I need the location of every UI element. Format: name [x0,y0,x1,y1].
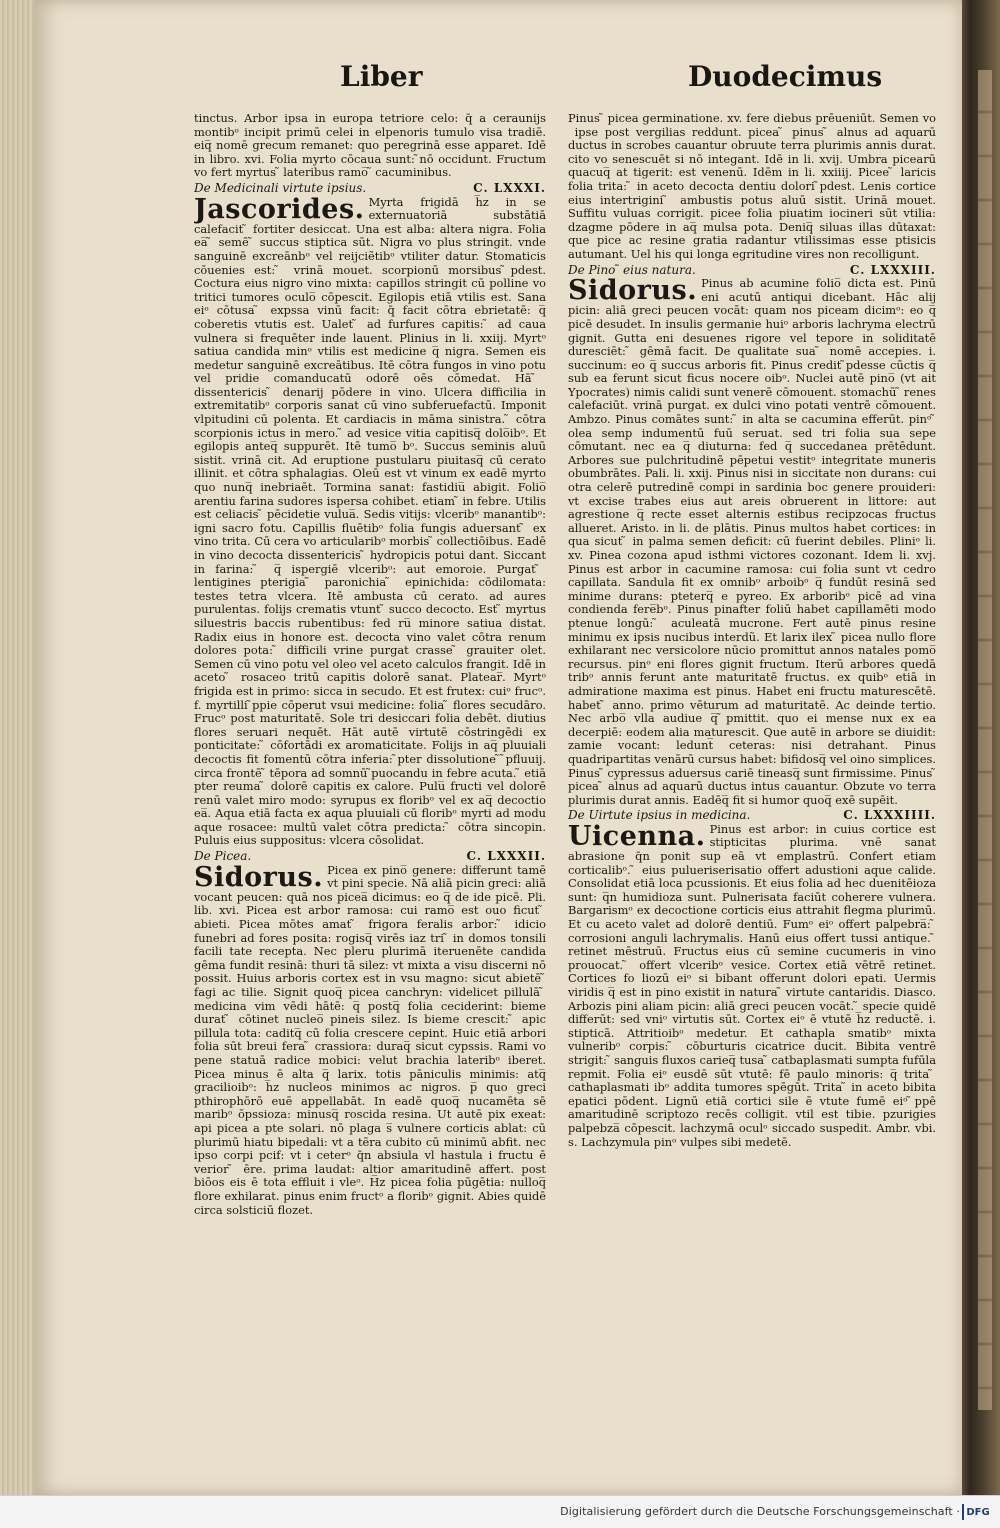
dfg-logo-icon: DFG [962,1504,992,1520]
chapter-number: C. LXXXIII. [849,262,936,277]
running-head-right: Duodecimus [688,60,883,93]
body-text: Pinus est arbor: in cuius cortice est stipticitas plurima. vnē sanat abrasione q̄n ponit sup eā vt emplastrū. Confert etiam corticalibᵒ. ̃ eius pulueriserisatio offert adustioni aque calide. Consolidat etiā loca pcussionis. Et eius folia ad hec duenitēioza sunt: q̅n humidioza sunt. Pulnerisata faciūt coherere vulnera. Bargarismᵒ ex decoctione corticis eius attrahit flegma plurimū. Et cu aceto valet ad dolorē dentiū. Fumᵒ eiᵒ offert palpebra̅: ̃ corrosioni anguli lachrymalis. Hanū eius offert tussi antique. ̃ retinet mēstruū. Fructus eius cū semine cucumeris in vino prouocat. ̃ offert vlceribᵒ vesice. Cortex etiā vētrē retinet. Cortices fo liozū eiᵒ si bibant offerunt dolori epati. Uermis viridis q̅ est in pino existit in natura ̃ virtute cantaridis. Diasco. Arbozis pini aliam picin: aliā greci peucen vocāt. ̃ specie quidē differūt: sed vniᵒ virtutis sūt. Cortex eiᵒ ē vtutē h̅z reductē. i. stipticā. Attritioibᵒ medetur. Et cathapla smatibᵒ mixta vulneribᵒ corpis: ̃ cōburturis cicatrice ducit. Bibita ventrē strigit: ̃ sanguis fluxos carieq̅ tusa ̃ catbaplasmati sumpta fufūla repmit. Folia eiᵒ eusdē sūt vtutē: fē paulo minoris: q̅ trita ̃ cathaplasmati ibᵒ addita tumores spēgūt. Trita ̃ in aceto bibita epatici pōdent. Lignū etiā cortici sile ē vtute fumē eiᵒ ̃ppē amaritudinē scriptozo recēs colligit. vtil est tibie. pzurigies palpebza̅ cōpescit. lachzymā oculᵒ siccado suspedit. Ambr. vbi. s. Lachzymula pinᵒ vulpes sibi medetē. [568,821,936,1149]
chapter-heading [194,850,546,864]
running-head-left: Liber [340,60,423,93]
continued-paragraph [194,112,546,180]
next-page-edge [978,70,992,1410]
body-text: Myrta frigidā h̅z in se externuatoriā substātiā calefacit ̃ fortiter desiccat. Una est alba: altera nigra. Folia ea̅ ̃ semē ̃ succus stiptica sūt. Nigra vo plus stringit. vnde sanguinē excreānbᵒ vel reijciẽtibᵒ vtiliter datur. Stomaticis cōuenies est: ̃ vrinā mouet. scorpionū morsibus ̃pdest. Coctura eius nigro vino mixta: capillos stringit cū polline vo tritici tumores oculo̅ cōpescit. Egilopis etiā vtilis est. Sana eiᵒ cōtusa ̃ expssa vinū facit: q̄ facit cōtra ebrietatē: q̅ coberetis vtutis est. Ualet ̃ ad furfures capitis: ̃ ad caua vulnera si frequēter inde lauent. Plinius in li. xxiij. Myrtᵒ satiua candida minᵒ vtilis est medicine q̅ nigra. Semen eis medetur sanguinē excreātibus. Itē cōtra fungos in vino potu vel pridie comanducatū odorē oēs cōmedat. Hā ̃ dissentericis ̃ denarij pōdere in vino. Ulcera difficilia in extremitatibᵒ corporis sanat cū vino subferuefactū. Imponit vlpitudini cū polenta. Et cardiacis in māma sinistra. ̃ cōtra scorpionis ictus in mero. ̃ ad vesice vitia capitisq̅ dolo̅ibᵒ. Et egilopis anteq̅ suppurēt. Itē tumo̅ bᵒ. Succus seminis aluū sistit. vrinā cit. Ad eruptione pustularu piuitasq̅ cū cerato illinit. et cōtra sphalagias. Oleū est vt vinum ex eadē myrto quo nunq̅ inebriaēt. Tormina sanat: fastidiu̅ abigit. Folio̅ arentiu farina sudores ispersa cohibet. etiam ̃ in febre. Utilis est celiacis ̃ pēcidetie vulua̅. Sedis vitijs: vlceribᵒ manantibᵒ: igni sacro fotu. Capillis fluētibᵒ folia fungis aduersant ̃ ex vino trita. Cū cera vo articularibᵒ morbis ̃ collectiōibus. Eadē in vino decocta dissentericis ̃ hydropicis potui dant. Siccant in farina: ̃ q̅ ispergiē vlceribᵒ: aut emoroie. Purgat ̃ lentigines pterigia ̃ paronichia ̃ epinichida: cōdilomata: testes tetra vlcera. Itē ambusta cū cerato. ad aures purulentas. folijs crematis vtunt ̃ succo decocto. Est ̃ myrtus siluestris baccis rubentibus: fed ru̅ minore satiua distat. Radix eius in honore est. decocta vino valet cōtra renum dolores pota: ̃ difficili vrine purgat crasse ̃ grauiter olet. Semen cū vino potu vel oleo vel aceto calculos frangit. Idē in aceto ̃ rosaceo tritū capitis dolorē sanat. Platear̅. Myrtᵒ frigida est in primo: sicca in secudo. Et est frutex: cuiᵒ frucᵒ. f. myrtilli ̃ppie cōperut vsui medicine: folia ̃ flores secudāro. Frucᵒ post maturitatē. Sole tri desiccari folia debēt. diutius flores seruari nequēt. Hāt autē virtutē cōstringēdi ex ponticitate: ̃ cōfortādi ex aromaticitate. Folijs in aq̅ pluuiali decoctis fit fomentū cōtra inferia: ̃pter dissolutione ̃ ̃pfluuij. circa frontē ̃ tēpora ad somnū ̃puocandu in febre acuta. ̃ etiā ̃pter reuma ̃ dolorē capitis ex calore. Pulu̅ fructi vel dolorē renū valet miro modo: syrupus ex floribᵒ vel ex aq̅ decoctio ea̅. Aqua etiā facta ex aqua pluuiali cū floribᵒ myrti ad modu aque rosacee: multū valet cōtra predicta: ̃ cōtra sincopin. Puluis eius suppositus: vlcera cōsolidat. [194,194,546,848]
section-paragraph [568,820,936,1149]
right-text-column [568,112,936,1234]
continued-paragraph [568,112,936,262]
chapter-number: C. LXXXI. [473,180,546,195]
chapter-rubric: De Uirtute ipsius in medicina. [568,808,751,823]
show-through-text [302,66,309,91]
author-initial: Jascorides. [194,193,365,225]
chapter-heading [194,182,546,196]
digitization-footer [0,1495,1000,1528]
chapter-rubric: De Medicinali virtute ipsius. [194,180,367,195]
body-text: Pinus ̃ picea germinatione. xv. fere diebus prēueniūt. Semen vo ̃ ipse post vergilias reddunt. picea ̃ pinus ̃ alnus ad aquarū ductus in scrobes cauantur obruute terra plurimis annis durat. cito vo senescuēt si nō integant. Idē in li. xvij. Umbra picearū quacuq̅ at tigerit: est venenū. Idēm in li. xxiiij. Picee ̃ laricis folia trita: ̃ in aceto decocta dentiu dolori ̃pdest. Lenis cortice eius intertrigini ̃ ambustis potus aluū sistit. Urinā mouet. Suffitu vuluas corrigit. picee folia piuatim iocineri sūt vtilia: dzagme pōdere in aq̅ mulsa pota. Deniq̅ siluas illas dūtaxat: que pice ac resine gratia radantur vtilissimas esse ptisicis autumant. Uel his qui longa egritudine vires non recolligunt. [568,112,936,261]
author-initial: Sidorus. [568,275,698,307]
funding-notice: Digitalisierung gefördert durch die Deutsche Forschungsgemeinschaft · [560,1505,960,1518]
author-initial: Uicenna. [568,820,706,852]
chapter-number: C. LXXXII. [466,849,546,864]
chapter-number: C. LXXXIIII. [843,808,936,823]
author-initial: Sidorus. [194,861,324,893]
body-text: Pinus ab acumine folio̅ dicta est. Pinū eni acutū antiqui dicebant. Hāc alij picin: aliā greci peucen vocāt: quam nos piceam dicimᵒ: eo q̅ picē desudet. In insulis germanie huiᵒ arboris lachryma electrū gignit. Gutta eni desuenes rigore vel tepore in soliditatē duresciēt: ̃ gēmā facit. De qualitate sua ̃ nomē accepies. i. succinum: eo q̅ succus arboris fit. Pinus credit ̃pdesse cūctis q̅ sub ea ferunt sicut ficus nocere oibᵒ. Nuclei autē pino̅ (vt ait Ypocrates) nimis calidi sunt venerē cōmouent. stomachū ̃ renes calefaciūt. vrinā purgat. ex dulci vino potati ventrē cōmouent. Ambzo. Pinus comātes sunt: ̃ in alta se cacumina efferūt. pinᵒ ̃ olea semp indumentū fuū seruat. sed tri folia sua sepe cōmutant. nec ea q̅ diuturna: fed q̅ succedanea prētēdunt. Arbores sue pulchritudinē pēpetui vestitᵒ integritate muneris obumbrātes. Pali. li. xxij. Pinus nisi in siccitate non durans: cui otra celerē putredinē compi in sardinia boc genere prouideri: vt excise trabes eius aut areis obruerent in littore: aut agrestione q̅ recte esset alternis estibus recipzocas fructus allueret. Aristo. in li. de plātis. Pinus multos habet cortices: in qua sicut ̃ in palma semen deficit: cū fuerint debiles. Pliniᵒ li. xv. Pinea cozona apud isthmi victores cozonant. Idem li. xvj. Pinus est arbor in cacumine ramosa: cui folia sunt vt cedro capillata. Sandula fit ex omnibᵒ arboibᵒ q̅ fundūt resinā sed minime durans: pteterq̅ e pyreo. Ex arboribᵒ picē ad vina condienda fere̅bᵒ. Pinus pinafter foliū habet capillamēti modo ̃ptenue longū: ̃ aculeatā mucrone. Fert autē pinus resine minimu ex ipsis nucibus interdũ. Et larix ilex ̃ picea nullo flore exhilarant nec versicolore nūcio promittut annos natales pomo̅ recursus. pinᵒ eni flores gignit fructum. Iterū arbores quedā tribᵒ annis ferunt ante maturitatē fructus. ex quibᵒ etiā in admiratione maxima est pinus. Habet eni fructu maturescētē. habet ̃ anno. primo vēturum ad maturitatē. Ac deinde tertio. Nec arbo̅ vlla audiue q̅ ̃pmittit. quo ei mense nux ex ea decerpiē: eodem alia maturescit. Que autē in arbore se diuidit: zamie vocant: ledunt̅ ceteras: nisi detrahant. Pinus quadripartitas venārū cursus habet: bifidosq̅ vel oino simplices. Pinus ̃ cypressus aduersus cariē tineasq̅ sunt firmissime. Pinus ̃ picea ̃ alnus ad aquarū ductus intus cauantur. Obzute vo terra plurimis durat annis. Eadēq̅ fit si humor quoq̅ exē supēit. [568,276,936,807]
chapter-rubric: De Picea. [194,849,252,864]
chapter-rubric: De Pino ̃ eius natura. [568,262,696,277]
body-text: Picea ex pino̅ genere: differunt tamē vt pini specie. Nā aliā picin greci: aliā vocant peucen: quā nos picea̅ dicimus: eo q̅ de ide picē. Pli. lib. xvi. Picea est arbor ramosa: cui ramo̅ est ouo ficut ̃ abieti. Picea mōtes amat ̃ frigora feralis arbor: ̃ idicio funebri ad fores posita: rogisq̅ virēs iaz tri ̃ in domos tonsili facili tate recepta. Nec pleru plurimā iteruenēte candida gēma fundit resinā: thuri tā silez: vt mixta a visu discerni nō possit. Huius arboris cortex est in vsu magno: sicut abietē ̃ fagi ac tilie. Signit quoq̅ picea canchryn: videlicet pillulā ̃ medicina vim vēdi hātē: q̅ postq̅ folia ceciderint: bieme durat ̃ cōtinet nucleo̅ pineis silez. Is bieme crescit: ̃ apic pillula tota: caditq̅ cū folia crescere cepint. Huic etiā arbori folia sūt breui fera ̃ crassiora: duraq̅ sicut cypssis. Rami vo pene statuā radice mobici: velut brachia lateribᵒ iberet. Picea minus ē alta q̅ larix. totis pāniculis minimis: atq̅ gracilioibᵒ: h̅z nucleos minimos ac nigros. p̅ quo greci pthirophōrō euē appellabāt. In eadē quoq̅ nucamēta sē maribᵒ ōpssioza: minusq̅ roscida resina. Ut autē pix exeat: api picea a pte solari. nō plaga s̅ vulnere corticis ablat: cū plurimū hiatu bipedali: vt a tēra cubito cū minimū abfit. nec ipso corpi pcif: vt i ceterᵒ q̄n absiula vl hastula i fructu ē verior ̃ ēre. prima laudat: altior amaritudinē affert. post biōos eis ē tota effluit i vleᵒ. H̅z picea folia pūgētia: nulloq̅ flore exhilarat. pinus enim fructᵒ a floribᵒ gignit. Abies quidē circa solsticiū flozet. [194,862,546,1217]
section-paragraph [194,861,546,1217]
body-text: tinctus. Arbor ipsa in europa tetriore celo: q̄ a ceraunijs montibᵒ incipit primū celei in elpenoris tumulo visa tradiē. eiq̅ nomē grecum remanet: quo peregrinā esse apparet. Idē in libro. xvi. Folia myrto cōcaua sunt: ̃nō occidunt. Fructum vo fert myrtus ̃ lateribus ramo̅ ̃ cacuminibus. [194,112,546,180]
left-text-column [194,112,546,1282]
section-paragraph [568,277,936,807]
chapter-heading [568,809,936,823]
section-paragraph [194,193,546,849]
